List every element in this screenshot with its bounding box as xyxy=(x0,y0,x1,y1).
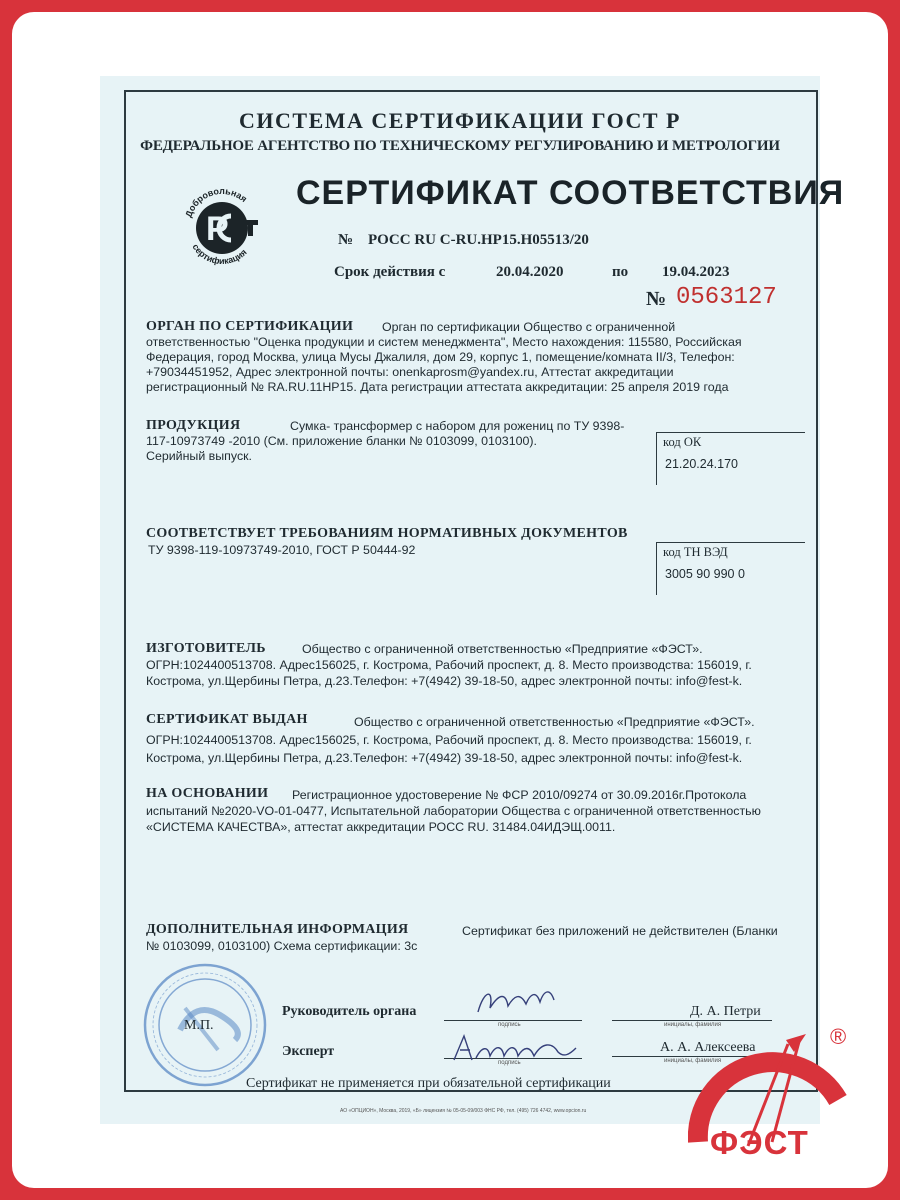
manufacturer-line-2: ОГРН:1024400513708. Адрес156025, г. Кострома, Рабочий проспект, д. 8. Место производства: 156019, г. xyxy=(146,658,752,672)
mp-label: М.П. xyxy=(184,1018,214,1033)
head-name-line xyxy=(612,1020,772,1021)
manufacturer-line-1: Общество с ограниченной ответственностью «Предприятие «ФЭСТ». xyxy=(302,642,703,656)
logo-text-top: Добровольная xyxy=(183,185,249,219)
blank-number-label: № xyxy=(646,288,667,310)
ok-code-box xyxy=(656,432,805,485)
number-label: № xyxy=(338,232,354,248)
logo-text-bottom: сертификация xyxy=(190,242,249,267)
certificate-title: СЕРТИФИКАТ СООТВЕТСТВИЯ xyxy=(296,174,845,212)
expert-sub-name: инициалы, фамилия xyxy=(664,1058,722,1064)
rst-logo xyxy=(176,180,268,272)
validity-label: Срок действия с xyxy=(334,264,446,280)
agency-title: ФЕДЕРАЛЬНОЕ АГЕНТСТВО ПО ТЕХНИЧЕСКОМУ РЕГУЛИРОВАНИЮ И МЕТРОЛОГИИ xyxy=(140,138,780,154)
basis-line-1: Регистрационное удостоверение № ФСР 2010/09274 от 30.09.2016г.Протокола xyxy=(292,788,747,802)
issued-line-2: ОГРН:1024400513708. Адрес156025, г. Кострома, Рабочий проспект, д. 8. Место производства: 156019, г. xyxy=(146,733,752,747)
footer-print-line: АО «ОПЦИОН», Москва, 2019, «Б» лицензия № 05-05-09/003 ФНС РФ, тел. (495) 726 4742, www.opcion.ru xyxy=(340,1108,587,1114)
organ-line-2: ответственностью "Оценка продукции и систем менеджмента", Место нахождения: 115580, Российская xyxy=(146,335,742,349)
organ-line-3: Федерация, город Москва, улица Мусы Джалиля, дом 29, корпус 1, помещение/комната II/3, Телефон: xyxy=(146,350,735,364)
issued-line-1: Общество с ограниченной ответственностью «Предприятие «ФЭСТ». xyxy=(354,715,755,729)
certificate-number: РОСС RU С-RU.НР15.Н05513/20 xyxy=(368,232,589,248)
valid-from: 20.04.2020 xyxy=(496,264,564,280)
basis-heading: НА ОСНОВАНИИ xyxy=(146,786,269,801)
validity-to-label: по xyxy=(612,264,629,280)
organ-line-5: регистрационный № RA.RU.11НР15. Дата регистрации аттестата аккредитации: 25 апреля 2019 года xyxy=(146,380,729,394)
ok-code-value: 21.20.24.170 xyxy=(665,457,738,471)
issued-heading: СЕРТИФИКАТ ВЫДАН xyxy=(146,712,308,727)
organ-line-1: Орган по сертификации Общество с ограниченной xyxy=(382,320,676,334)
tnved-code-box xyxy=(656,542,805,595)
issued-line-3: Кострома, ул.Щербины Петра, д.23.Телефон: +7(4942) 39-18-50, адрес электронной почты: info@fest-k. xyxy=(146,751,743,765)
ok-code-label: код ОК xyxy=(663,435,702,449)
organ-heading: ОРГАН ПО СЕРТИФИКАЦИИ xyxy=(146,319,354,334)
fest-logo-text: ФЭСТ xyxy=(710,1124,809,1161)
conformity-line: ТУ 9398-119-10973749-2010, ГОСТ Р 50444-92 xyxy=(148,543,416,557)
product-line-2: 117-10973749 -2010 (См. приложение бланки № 0103099, 0103100). xyxy=(146,434,537,448)
expert-label: Эксперт xyxy=(282,1044,335,1059)
head-signature xyxy=(470,982,560,1022)
svg-text:Р: Р xyxy=(206,210,229,248)
expert-name: А. А. Алексеева xyxy=(660,1040,756,1055)
conformity-heading: СООТВЕТСТВУЕТ ТРЕБОВАНИЯМ НОРМАТИВНЫХ ДОКУМЕНТОВ xyxy=(146,526,628,541)
manufacturer-heading: ИЗГОТОВИТЕЛЬ xyxy=(146,641,266,656)
blank-number: 0563127 xyxy=(676,284,777,311)
organ-line-4: +79034451952, Адрес электронной почты: onenkaprosm@yandex.ru, Аттестат аккредитации xyxy=(146,365,674,379)
head-sub-name: инициалы, фамилия xyxy=(664,1022,722,1028)
product-line-1: Сумка- трансформер с набором для рожениц по ТУ 9398- xyxy=(290,419,625,433)
expert-sub-signature: подпись xyxy=(498,1060,521,1066)
additional-note: Сертификат без приложений не действителен (Бланки xyxy=(462,924,778,938)
system-title: СИСТЕМА СЕРТИФИКАЦИИ ГОСТ Р xyxy=(239,108,681,133)
valid-to: 19.04.2023 xyxy=(662,264,730,280)
product-line-3: Серийный выпуск. xyxy=(146,449,252,463)
product-heading: ПРОДУКЦИЯ xyxy=(146,418,241,433)
tnved-code-label: код ТН ВЭД xyxy=(663,545,728,559)
registered-mark: ® xyxy=(830,1024,847,1049)
basis-line-2: испытаний №2020-VO-01-0477, Испытательной лаборатории Общества с ограниченной ответственностью xyxy=(146,804,761,818)
tnved-code-value: 3005 90 990 0 xyxy=(665,567,745,581)
basis-line-3: «СИСТЕМА КАЧЕСТВА», аттестат аккредитации РОСС RU. 31484.04ИДЭЩ.0011. xyxy=(146,820,616,834)
manufacturer-line-3: Кострома, ул.Щербины Петра, д.23.Телефон: +7(4942) 39-18-50, адрес электронной почты: info@fest-k. xyxy=(146,674,743,688)
additional-line: № 0103099, 0103100) Схема сертификации: 3с xyxy=(146,939,418,953)
head-sub-signature: подпись xyxy=(498,1022,521,1028)
head-name: Д. А. Петри xyxy=(690,1004,761,1019)
footer-note: Сертификат не применяется при обязательной сертификации xyxy=(246,1076,611,1091)
additional-heading: ДОПОЛНИТЕЛЬНАЯ ИНФОРМАЦИЯ xyxy=(146,922,409,937)
head-label: Руководитель органа xyxy=(282,1004,417,1019)
